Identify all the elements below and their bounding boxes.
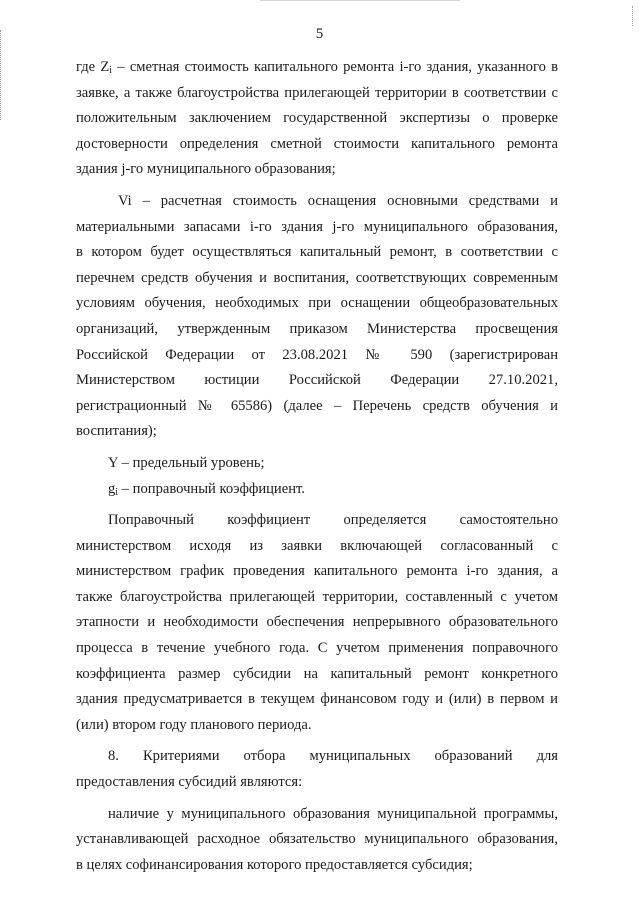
text-line: [76, 451, 558, 477]
line-text: здания предусматривается в текущем финансовом году и (или) в первом и: [76, 691, 558, 708]
text-line: [76, 508, 558, 534]
text-line: [76, 132, 558, 158]
line-text: предоставления субсидий являются:: [76, 774, 303, 791]
scan-edge-top: [260, 0, 460, 2]
text-line: [76, 343, 558, 369]
line-text: Поправочный коэффициент определяется самостоятельно: [108, 512, 558, 529]
line-text: в целях софинансирования которого предоставляется субсидия;: [76, 856, 473, 873]
line-text: воспитания);: [76, 423, 157, 440]
line-text: в котором будет осуществляться капитальный ремонт, в соответствии с: [76, 244, 558, 261]
line-text: организаций, утвержденным приказом Министерства просвещения: [76, 320, 558, 337]
text-line: [76, 636, 558, 662]
line-text: заявке, а также благоустройства прилегающей территории в соответствии с: [76, 84, 558, 101]
text-line: [76, 368, 558, 394]
line-text: этапности и необходимости обеспечения непрерывного образовательного: [76, 614, 558, 631]
line-text: условиям обучения, необходимых при оснащении общеобразовательных: [76, 295, 558, 312]
page-number: 5: [315, 26, 324, 42]
text-line: [76, 240, 558, 266]
line-text: Y – предельный уровень;: [108, 454, 265, 471]
line-text: процесса в течение учебного года. С учетом применения поправочного: [76, 640, 558, 657]
text-line: [76, 81, 558, 107]
line-text: коэффициента размер субсидии на капитальный ремонт конкретного: [76, 665, 558, 682]
line-text: министерством исходя из заявки включающей согласованный с: [76, 537, 558, 554]
line-text: (или) втором году планового периода.: [76, 716, 312, 733]
line-text: здания j-го муниципального образования;: [76, 161, 336, 178]
line-text: g: [108, 480, 116, 497]
line-text: наличие у муниципального образования муниципальной программы,: [108, 805, 558, 822]
line-text: достоверности определения сметной стоимости капитального ремонта: [76, 135, 558, 152]
scan-edge-left: [0, 30, 3, 120]
text-line: [76, 189, 558, 215]
line-text: устанавливающей расходное обязательство муниципального образования,: [76, 831, 558, 848]
text-line: [76, 317, 558, 343]
text-line: [76, 802, 558, 828]
line-text-rest: – сметная стоимость капитального ремонта i-го здания, указанного в: [112, 59, 558, 75]
text-line: [76, 585, 558, 611]
text-line: [76, 713, 558, 739]
line-text: Vi – расчетная стоимость оснащения основными средствами и: [118, 192, 558, 209]
text-line: [76, 744, 558, 770]
line-text: 8. Критериями отбора муниципальных образований для: [108, 748, 558, 765]
text-line: [76, 534, 558, 560]
line-text: где Z: [76, 59, 110, 75]
text-line: [76, 477, 558, 503]
text-line: [76, 106, 558, 132]
text-line: [76, 215, 558, 241]
document-body: [76, 55, 558, 878]
text-line: [76, 291, 558, 317]
line-text: министерством график проведения капитального ремонта i-го здания, а: [76, 563, 558, 580]
line-text: Российской Федерации от 23.08.2021 № 590 (зарегистрирован: [76, 346, 558, 363]
text-line: [76, 559, 558, 585]
text-line: [76, 266, 558, 292]
text-line: [76, 610, 558, 636]
scan-edge-right: [631, 6, 633, 26]
line-text-rest: – поправочный коэффициент.: [118, 480, 305, 497]
line-text: перечнем средств обучения и воспитания, соответствующих современным: [76, 269, 558, 286]
line-text: регистрационный № 65586) (далее – Перечень средств обучения и: [76, 397, 558, 414]
line-subscript: i: [109, 65, 113, 76]
text-line: [76, 157, 558, 183]
line-text: положительным заключением государственной экспертизы о проверке: [76, 110, 558, 127]
text-line: [76, 827, 558, 853]
line-subscript: i: [115, 486, 119, 498]
text-line: [76, 770, 558, 796]
line-text: Министерством юстиции Российской Федерации 27.10.2021,: [76, 372, 558, 389]
text-line: [76, 419, 558, 445]
text-line: [76, 687, 558, 713]
text-line: [76, 662, 558, 688]
text-line: [76, 55, 558, 81]
text-line: [76, 394, 558, 420]
text-line: [76, 853, 558, 879]
line-text: материальными запасами i-го здания j-го муниципального образования,: [76, 218, 558, 235]
line-text: также благоустройства прилегающей территории, составленный с учетом: [76, 588, 558, 605]
